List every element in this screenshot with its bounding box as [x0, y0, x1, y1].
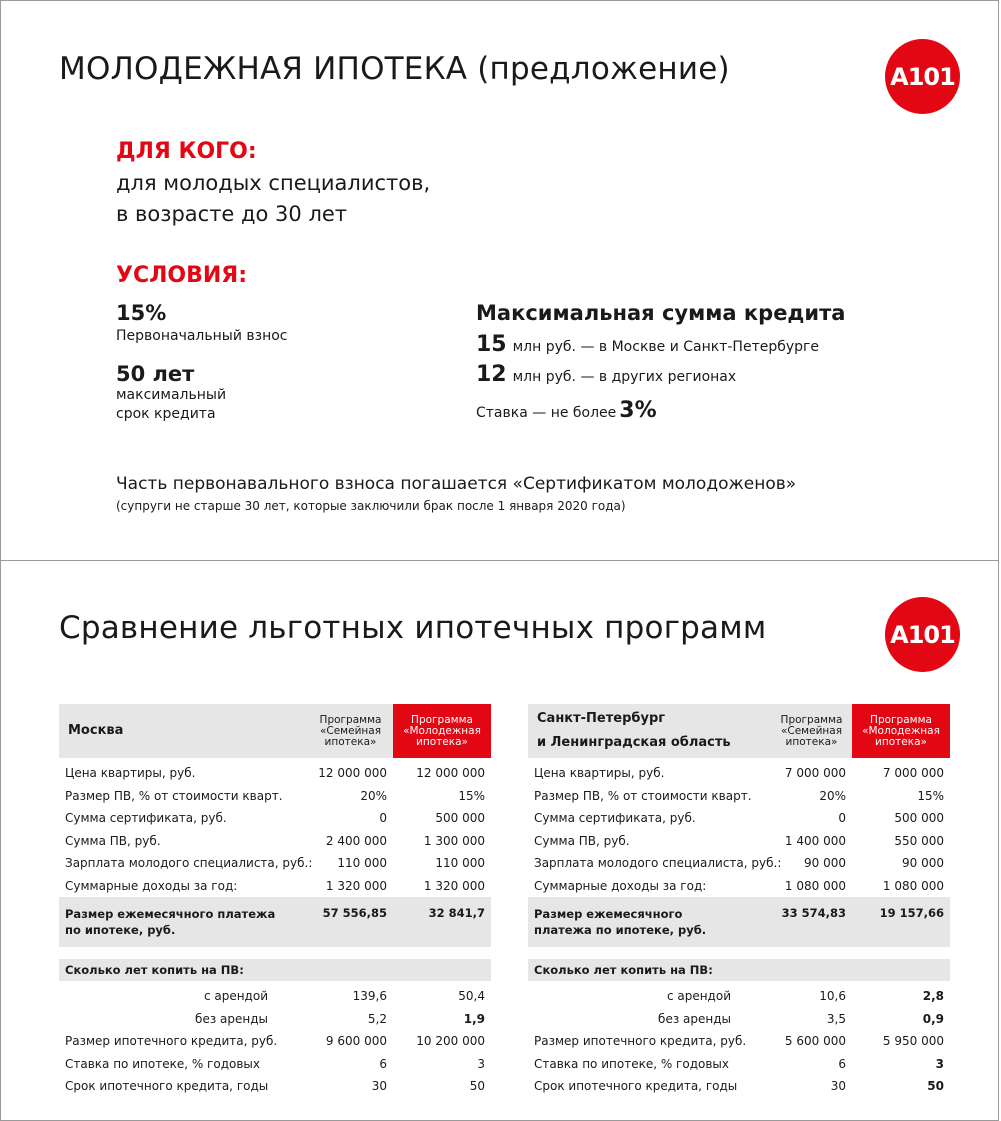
certificate-text: Часть первонавального взноса погашается «Сертификатом молодоженов» — [116, 474, 797, 494]
family-value: 6 — [379, 1056, 387, 1071]
youth-value: 500 000 — [435, 811, 485, 826]
label-line: Размер ежемесячного платежа — [65, 907, 276, 921]
years-heading-row — [528, 959, 950, 981]
table-row — [528, 1053, 950, 1076]
header-line: Программа — [870, 713, 932, 726]
region-header — [528, 704, 771, 758]
a101-logo: А101 — [885, 597, 960, 672]
row-label: Зарплата молодого специалиста, руб.: — [65, 856, 313, 871]
row-label: без аренды — [195, 1011, 268, 1026]
loan-moscow-text: млн руб. — в Москве и Санкт-Петербурге — [512, 339, 819, 355]
loan-moscow-line — [476, 332, 819, 357]
family-value: 30 — [371, 1079, 387, 1094]
youth-value: 3 — [935, 1056, 944, 1071]
family-value: 5 600 000 — [784, 1034, 846, 1049]
loan-moscow-value: 15 — [476, 332, 507, 357]
family-value: 110 000 — [337, 856, 387, 871]
family-value: 90 000 — [804, 856, 846, 871]
region-line: и Ленинградская область — [537, 735, 731, 750]
row-label: Цена квартиры, руб. — [534, 766, 665, 781]
header-line: Программа — [780, 713, 843, 726]
family-value: 139,6 — [352, 989, 387, 1004]
youth-value: 500 000 — [894, 811, 944, 826]
table-row — [528, 758, 950, 785]
row-label: Суммарные доходы за год: — [534, 878, 707, 893]
family-value: 57 556,85 — [308, 897, 393, 947]
youth-value: 550 000 — [894, 833, 944, 848]
youth-value: 15% — [458, 788, 485, 803]
conditions-heading: УСЛОВИЯ: — [116, 263, 248, 288]
family-value: 0 — [379, 811, 387, 826]
table-row — [528, 1030, 950, 1053]
region-header: Москва — [59, 704, 308, 758]
youth-value: 3 — [477, 1056, 485, 1071]
table-row — [528, 1008, 950, 1031]
loan-regions-value: 12 — [476, 362, 507, 387]
for-whom-line-1: для молодых специалистов, — [116, 171, 431, 195]
years-heading-row — [59, 959, 491, 981]
monthly-payment-row — [59, 897, 491, 947]
table-row — [59, 852, 491, 875]
slide-mortgage-comparison — [0, 560, 999, 1121]
label-line: по ипотеке, руб. — [65, 923, 176, 937]
monthly-payment-label — [59, 897, 308, 947]
family-value: 6 — [838, 1056, 846, 1071]
header-line: «Семейная — [319, 724, 382, 737]
table-row — [528, 875, 950, 898]
for-whom-heading: ДЛЯ КОГО: — [116, 139, 257, 164]
table-row — [528, 785, 950, 808]
youth-value: 1 080 000 — [882, 878, 944, 893]
monthly-payment-label — [528, 897, 771, 947]
loan-regions-text: млн руб. — в других регионах — [512, 369, 737, 385]
youth-value: 19 157,66 — [852, 897, 950, 947]
family-value: 1 320 000 — [325, 878, 387, 893]
down-payment-value: 15% — [116, 301, 167, 325]
youth-program-header — [852, 704, 950, 758]
table-row — [59, 830, 491, 853]
table-row — [528, 852, 950, 875]
table-row — [528, 830, 950, 853]
spacer-row — [528, 947, 950, 959]
family-value: 30 — [830, 1079, 846, 1094]
slide-title: МОЛОДЕЖНАЯ ИПОТЕКА (предложение) — [59, 51, 730, 87]
header-line: ипотека» — [785, 735, 838, 748]
for-whom-line-2: в возрасте до 30 лет — [116, 202, 348, 226]
header-line: Программа — [411, 713, 473, 726]
rate-line — [476, 398, 663, 423]
youth-value: 1,9 — [463, 1011, 485, 1026]
youth-value: 15% — [917, 788, 944, 803]
table-row — [59, 981, 491, 1008]
header-line: ипотека» — [324, 735, 377, 748]
family-value: 10,6 — [819, 989, 846, 1004]
header-line: «Семейная — [780, 724, 843, 737]
region-line: Санкт-Петербург — [537, 711, 666, 726]
youth-value: 0,9 — [922, 1011, 944, 1026]
table-row — [59, 1008, 491, 1031]
header-line: «Молодежная — [403, 724, 481, 737]
row-label: Сумма ПВ, руб. — [534, 833, 630, 848]
row-label: Сумма сертификата, руб. — [534, 811, 696, 826]
spb-comparison-table — [528, 704, 950, 1098]
youth-value: 10 200 000 — [416, 1034, 485, 1049]
family-value: 1 080 000 — [784, 878, 846, 893]
term-label-line-2: срок кредита — [116, 406, 216, 422]
youth-value: 1 300 000 — [423, 833, 485, 848]
family-value: 12 000 000 — [318, 766, 387, 781]
table-row — [59, 785, 491, 808]
a101-logo: А101 — [885, 39, 960, 114]
family-value: 20% — [360, 788, 387, 803]
header-line: Программа — [319, 713, 382, 726]
family-value: 5,2 — [367, 1011, 387, 1026]
row-label: Сумма сертификата, руб. — [65, 811, 227, 826]
table-row — [59, 758, 491, 785]
term-label-line-1: максимальный — [116, 387, 227, 403]
header-line: ипотека» — [875, 735, 927, 748]
family-value: 0 — [838, 811, 846, 826]
family-value: 1 400 000 — [784, 833, 846, 848]
label-line: Размер ежемесячного — [534, 907, 683, 921]
table-header-row — [528, 704, 950, 758]
spacer-row — [59, 947, 491, 959]
table-row — [59, 1075, 491, 1098]
row-label: с арендой — [203, 989, 268, 1004]
youth-value: 50 — [927, 1079, 944, 1094]
table-row — [59, 1030, 491, 1053]
youth-value: 5 950 000 — [882, 1034, 944, 1049]
family-value: 3,5 — [826, 1011, 846, 1026]
family-value: 33 574,83 — [771, 897, 852, 947]
youth-value: 50 — [469, 1079, 485, 1094]
family-value: 7 000 000 — [784, 766, 846, 781]
row-label: без аренды — [658, 1011, 731, 1026]
table-row — [528, 807, 950, 830]
loan-regions-line — [476, 362, 736, 387]
rate-value: 3% — [619, 398, 657, 423]
youth-value: 110 000 — [435, 856, 485, 871]
header-line: «Молодежная — [862, 724, 940, 737]
row-label: Ставка по ипотеке, % годовых — [534, 1056, 729, 1071]
label-line: платежа по ипотеке, руб. — [534, 923, 707, 937]
row-label: Цена квартиры, руб. — [65, 766, 196, 781]
row-label: Размер ипотечного кредита, руб. — [534, 1034, 747, 1049]
row-label: Ставка по ипотеке, % годовых — [65, 1056, 260, 1071]
table-row — [528, 1075, 950, 1098]
row-label: Размер ипотечного кредита, руб. — [65, 1034, 278, 1049]
youth-value: 90 000 — [902, 856, 944, 871]
slide-youth-mortgage — [0, 0, 999, 561]
youth-value: 7 000 000 — [882, 766, 944, 781]
youth-value: 12 000 000 — [416, 766, 485, 781]
youth-program-header — [393, 704, 491, 758]
table-row — [528, 981, 950, 1008]
term-value: 50 лет — [116, 362, 195, 386]
slide-title: Сравнение льготных ипотечных программ — [59, 610, 767, 646]
youth-value: 1 320 000 — [423, 878, 485, 893]
row-label: Размер ПВ, % от стоимости кварт. — [534, 788, 752, 803]
row-label: с арендой — [666, 989, 731, 1004]
youth-value: 2,8 — [922, 989, 944, 1004]
family-program-header — [771, 704, 852, 758]
youth-value: 50,4 — [458, 989, 485, 1004]
years-heading: Сколько лет копить на ПВ: — [59, 959, 308, 981]
rate-text: Ставка — не более — [476, 405, 617, 421]
certificate-note: (супруги не старше 30 лет, которые заключили брак после 1 января 2020 года) — [116, 499, 626, 513]
row-label: Срок ипотечного кредита, годы — [65, 1079, 269, 1094]
table-header-row — [59, 704, 491, 758]
family-value: 2 400 000 — [325, 833, 387, 848]
max-loan-heading: Максимальная сумма кредита — [476, 301, 846, 325]
monthly-payment-row — [528, 897, 950, 947]
header-line: ипотека» — [416, 735, 468, 748]
youth-value: 32 841,7 — [393, 897, 491, 947]
years-heading: Сколько лет копить на ПВ: — [528, 959, 771, 981]
family-program-header — [308, 704, 393, 758]
table-row — [59, 875, 491, 898]
moscow-comparison-table — [59, 704, 491, 1098]
table-row — [59, 807, 491, 830]
down-payment-label: Первоначальный взнос — [116, 328, 288, 344]
table-row — [59, 1053, 491, 1076]
row-label: Зарплата молодого специалиста, руб.: — [534, 856, 782, 871]
family-value: 20% — [819, 788, 846, 803]
row-label: Срок ипотечного кредита, годы — [534, 1079, 738, 1094]
row-label: Размер ПВ, % от стоимости кварт. — [65, 788, 283, 803]
family-value: 9 600 000 — [325, 1034, 387, 1049]
row-label: Сумма ПВ, руб. — [65, 833, 161, 848]
row-label: Суммарные доходы за год: — [65, 878, 238, 893]
